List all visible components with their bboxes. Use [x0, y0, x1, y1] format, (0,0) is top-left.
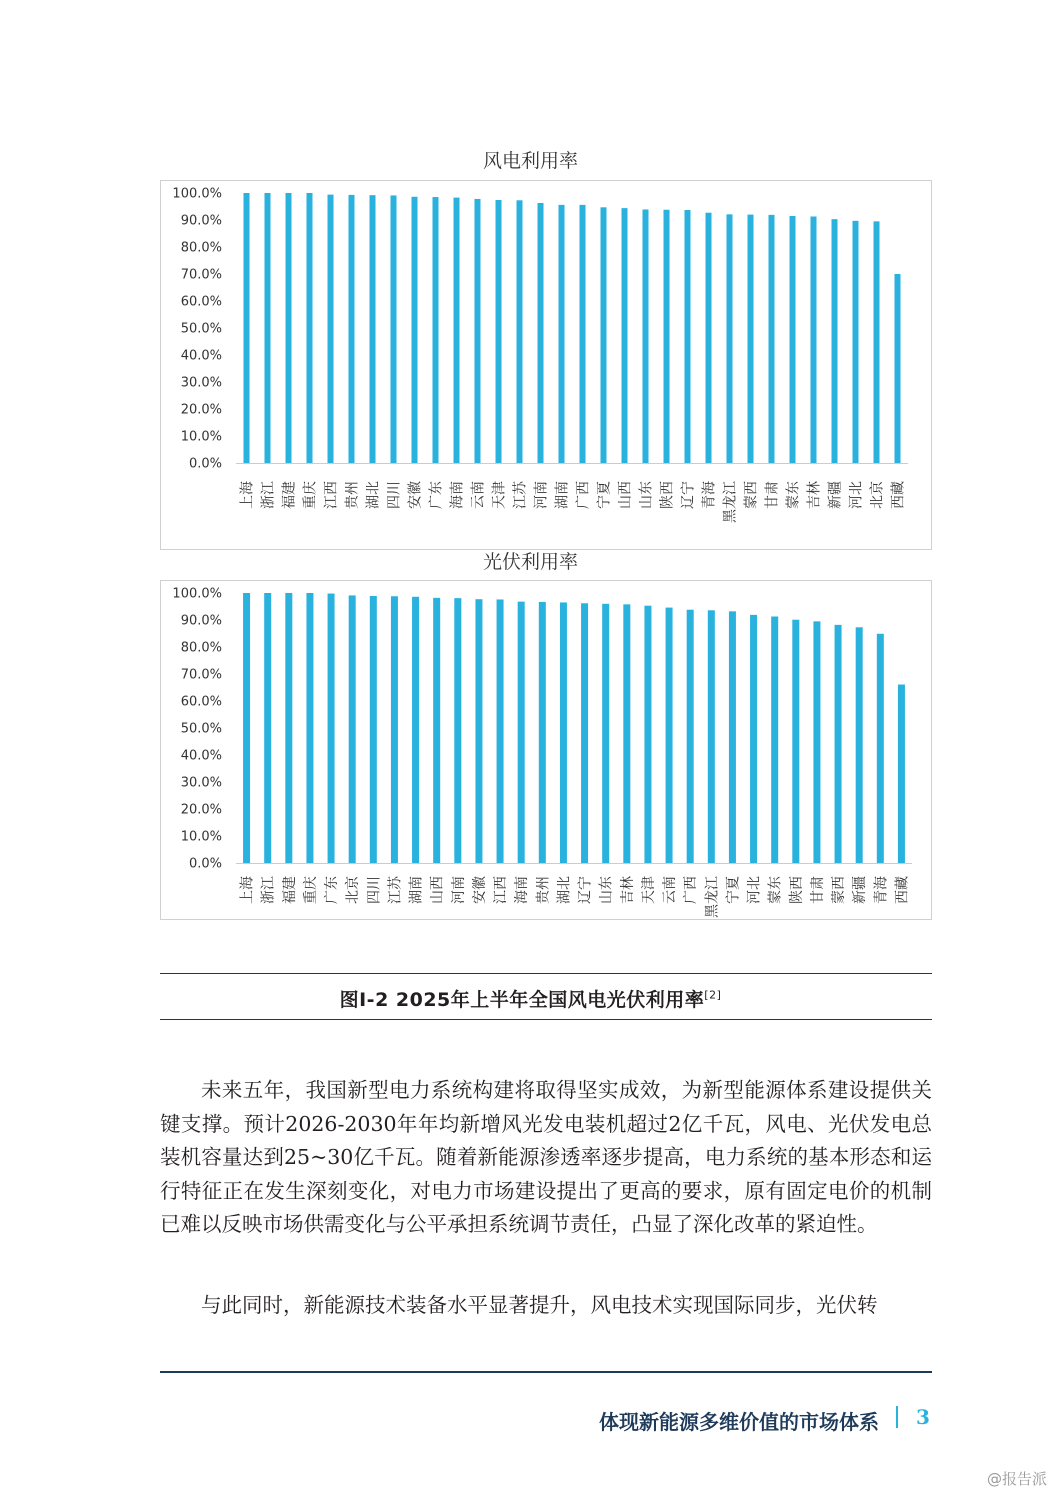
- x-tick-label: 新疆: [852, 876, 869, 904]
- x-tick-label: 上海: [239, 481, 256, 509]
- bar-云南: [475, 199, 481, 463]
- x-tick-label: 安徽: [471, 876, 488, 904]
- bar-广东: [328, 594, 335, 863]
- bar-蒙西: [835, 625, 842, 863]
- bar-陕西: [664, 210, 670, 463]
- solar-utilization-chart: [0, 580, 1061, 920]
- x-tick-label: 辽宁: [577, 876, 594, 904]
- x-tick-label: 贵州: [344, 481, 361, 509]
- x-tick-label: 湖南: [554, 481, 571, 509]
- x-tick-label: 黑龙江: [722, 481, 739, 523]
- x-tick-label: 蒙西: [743, 481, 760, 509]
- bar-山东: [643, 209, 649, 463]
- y-tick-label: 0.0%: [188, 456, 222, 472]
- bar-云南: [666, 608, 673, 863]
- bar-山西: [433, 598, 440, 863]
- x-tick-label: 北京: [869, 481, 886, 509]
- x-tick-label: 云南: [662, 876, 679, 904]
- y-tick-label: 0.0%: [188, 856, 222, 872]
- x-tick-label: 广东: [324, 876, 341, 904]
- x-tick-label: 上海: [239, 876, 256, 904]
- bar-新疆: [832, 219, 838, 463]
- wind-chart-title: 风电利用率: [482, 150, 578, 172]
- bar-北京: [874, 221, 880, 463]
- bar-湖北: [560, 602, 567, 863]
- bar-福建: [285, 593, 292, 863]
- x-tick-label: 吉林: [619, 876, 636, 904]
- bar-蒙东: [790, 216, 796, 463]
- bar-西藏: [895, 274, 901, 463]
- bar-安徽: [412, 197, 418, 463]
- x-tick-label: 福建: [281, 876, 298, 904]
- bar-湖南: [412, 597, 419, 863]
- x-tick-label: 海南: [514, 876, 531, 904]
- bar-黑龙江: [708, 610, 715, 863]
- y-tick-label: 90.0%: [180, 213, 222, 229]
- x-tick-label: 广东: [428, 481, 445, 509]
- x-tick-label: 湖北: [365, 481, 382, 509]
- y-tick-label: 10.0%: [180, 429, 222, 445]
- bar-湖南: [559, 205, 565, 463]
- x-tick-label: 山西: [617, 481, 634, 509]
- bar-贵州: [349, 195, 355, 463]
- y-tick-label: 20.0%: [180, 802, 222, 818]
- bar-吉林: [811, 216, 817, 463]
- x-tick-label: 浙江: [260, 876, 277, 904]
- x-tick-label: 重庆: [302, 876, 319, 904]
- x-tick-label: 河南: [450, 876, 467, 904]
- bar-河南: [538, 203, 544, 463]
- x-tick-label: 山东: [638, 481, 655, 509]
- bar-海南: [518, 602, 525, 863]
- bar-宁夏: [729, 611, 736, 863]
- x-tick-label: 贵州: [535, 876, 552, 904]
- figure-caption: [0, 985, 1061, 1012]
- y-tick-label: 30.0%: [180, 375, 222, 391]
- bar-浙江: [265, 193, 271, 463]
- bar-天津: [644, 606, 651, 863]
- solar-chart-title: 光伏利用率: [482, 551, 578, 573]
- bar-辽宁: [581, 603, 588, 863]
- x-tick-label: 河北: [848, 481, 865, 509]
- y-tick-label: 60.0%: [180, 694, 222, 710]
- bar-山西: [622, 208, 628, 463]
- x-tick-label: 湖北: [556, 876, 573, 904]
- bar-安徽: [475, 599, 482, 863]
- bar-北京: [349, 595, 356, 863]
- y-tick-label: 90.0%: [180, 613, 222, 629]
- y-tick-label: 70.0%: [180, 267, 222, 283]
- bar-青海: [877, 634, 884, 863]
- y-tick-label: 40.0%: [180, 348, 222, 364]
- caption-top-rule: [160, 973, 932, 974]
- x-tick-label: 蒙东: [767, 876, 784, 904]
- body-paragraph-1: 未来五年，我国新型电力系统构建将取得坚实成效，为新型能源体系建设提供关键支撑。预计2026-2030年年均新增风光发电装机超过2亿千瓦，风电、光伏发电总装机容量达到25~30亿千瓦。随着新能源渗透率逐步提高，电力系统的基本形态和运行特征正在发生深刻变化，对电力市场建设提出了更高的要求，原有固定电价的机制已难以反映市场供需变化与公平承担系统调节责任，凸显了深化改革的紧迫性。: [160, 1078, 932, 1236]
- x-tick-label: 西藏: [890, 481, 907, 509]
- body-paragraph-2: 与此同时，新能源技术装备水平显著提升，风电技术实现国际同步，光伏转: [201, 1293, 878, 1317]
- y-tick-label: 100.0%: [172, 586, 222, 602]
- footer-rule: [160, 1371, 932, 1373]
- x-tick-label: 宁夏: [725, 876, 742, 904]
- bar-蒙西: [748, 215, 754, 463]
- bar-海南: [454, 198, 460, 463]
- y-tick-label: 30.0%: [180, 775, 222, 791]
- x-tick-label: 陕西: [659, 481, 676, 509]
- y-tick-label: 50.0%: [180, 721, 222, 737]
- bar-河北: [750, 615, 757, 863]
- bar-湖北: [370, 195, 376, 463]
- x-tick-label: 海南: [449, 481, 466, 509]
- bar-天津: [496, 200, 502, 463]
- x-tick-label: 江西: [493, 876, 510, 904]
- y-tick-label: 60.0%: [180, 294, 222, 310]
- bar-河南: [454, 598, 461, 863]
- x-tick-label: 重庆: [302, 481, 319, 509]
- x-tick-label: 甘肃: [764, 481, 781, 509]
- bar-辽宁: [685, 210, 691, 463]
- x-tick-label: 蒙东: [785, 481, 802, 509]
- bar-黑龙江: [727, 214, 733, 463]
- bar-陕西: [792, 620, 799, 863]
- bar-青海: [706, 213, 712, 463]
- figure-caption-text: 图I-2 2025年上半年全国风电光伏利用率: [339, 989, 705, 1011]
- x-tick-label: 四川: [386, 481, 403, 509]
- caption-bottom-rule: [160, 1019, 932, 1020]
- bar-浙江: [264, 593, 271, 863]
- x-tick-label: 北京: [345, 876, 362, 904]
- bar-上海: [244, 193, 250, 463]
- bar-吉林: [623, 604, 630, 863]
- bar-西藏: [898, 685, 905, 863]
- x-tick-label: 黑龙江: [704, 876, 721, 918]
- x-tick-label: 蒙西: [831, 876, 848, 904]
- x-tick-label: 天津: [640, 876, 657, 904]
- x-tick-label: 西藏: [894, 876, 911, 904]
- x-tick-label: 云南: [470, 481, 487, 509]
- bar-甘肃: [813, 621, 820, 863]
- x-tick-label: 浙江: [260, 481, 277, 509]
- x-tick-label: 甘肃: [809, 876, 826, 904]
- bar-新疆: [856, 627, 863, 863]
- y-tick-label: 50.0%: [180, 321, 222, 337]
- x-tick-label: 吉林: [806, 481, 823, 509]
- bar-江苏: [391, 596, 398, 863]
- bar-山东: [602, 604, 609, 863]
- bar-河北: [853, 221, 859, 463]
- figure-caption-ref: [2]: [704, 988, 722, 1002]
- wind-utilization-chart: [0, 180, 1061, 550]
- x-tick-label: 河南: [533, 481, 550, 509]
- x-tick-label: 新疆: [827, 481, 844, 509]
- bar-广西: [687, 610, 694, 863]
- page-number: 3: [916, 1405, 930, 1429]
- x-tick-label: 安徽: [407, 481, 424, 509]
- footer-title: 体现新能源多维价值的市场体系: [599, 1410, 879, 1434]
- x-tick-label: 陕西: [788, 876, 805, 904]
- bar-四川: [391, 195, 397, 463]
- x-tick-label: 山东: [598, 876, 615, 904]
- bar-上海: [243, 593, 250, 863]
- x-tick-label: 宁夏: [596, 481, 613, 509]
- y-tick-label: 40.0%: [180, 748, 222, 764]
- bar-江西: [328, 195, 334, 463]
- x-tick-label: 江西: [323, 481, 340, 509]
- x-tick-label: 青海: [701, 481, 718, 509]
- x-tick-label: 青海: [873, 876, 890, 904]
- watermark: @报告派: [986, 1470, 1047, 1488]
- y-tick-label: 20.0%: [180, 402, 222, 418]
- x-tick-label: 湖南: [408, 876, 425, 904]
- bar-宁夏: [601, 207, 607, 463]
- bar-江苏: [517, 200, 523, 463]
- bar-甘肃: [769, 215, 775, 463]
- x-tick-label: 山西: [429, 876, 446, 904]
- bar-重庆: [306, 593, 313, 863]
- y-tick-label: 80.0%: [180, 240, 222, 256]
- x-tick-label: 四川: [366, 876, 383, 904]
- x-tick-label: 福建: [281, 481, 298, 509]
- bar-重庆: [307, 193, 313, 463]
- x-tick-label: 江苏: [387, 876, 404, 904]
- y-tick-label: 80.0%: [180, 640, 222, 656]
- y-tick-label: 70.0%: [180, 667, 222, 683]
- x-tick-label: 河北: [746, 876, 763, 904]
- bar-蒙东: [771, 616, 778, 863]
- x-tick-label: 广西: [683, 876, 700, 904]
- x-tick-label: 江苏: [512, 481, 529, 509]
- bar-四川: [370, 596, 377, 863]
- footer-separator: [896, 1406, 898, 1428]
- bar-福建: [286, 193, 292, 463]
- bar-贵州: [539, 602, 546, 863]
- bar-广东: [433, 197, 439, 463]
- y-tick-label: 100.0%: [172, 186, 222, 202]
- bar-广西: [580, 205, 586, 463]
- y-tick-label: 10.0%: [180, 829, 222, 845]
- x-tick-label: 广西: [575, 481, 592, 509]
- x-tick-label: 天津: [491, 481, 508, 509]
- x-tick-label: 辽宁: [680, 481, 697, 509]
- bar-江西: [497, 599, 504, 863]
